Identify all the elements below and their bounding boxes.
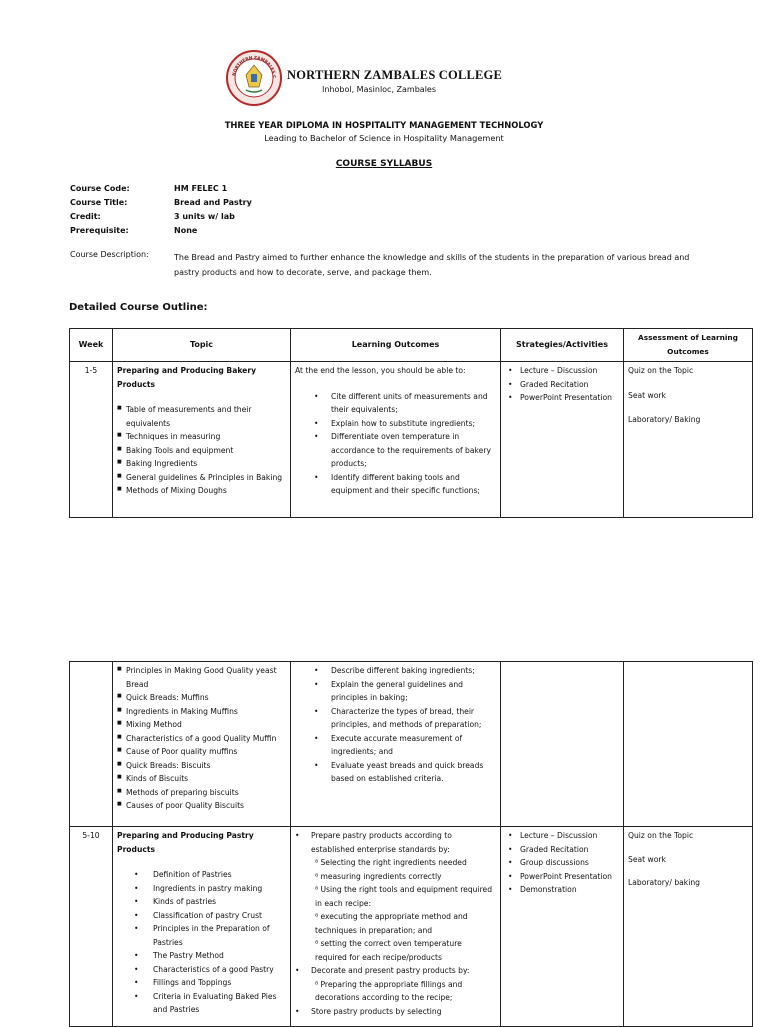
topic-cell <box>113 827 291 1027</box>
list-item: ■ Causes of poor Quality Biscuits <box>117 799 286 813</box>
list-item: ■ Quick Breads: Muffins <box>117 691 286 705</box>
table-row <box>70 662 753 827</box>
outcomes-cell <box>291 662 501 827</box>
list-item: • Cite different units of measurements and their equivalents; <box>295 390 496 417</box>
college-address: Inhobol, Masinloc, Zambales <box>322 85 437 94</box>
list-item: • Demonstration <box>505 883 619 897</box>
list-item: • Ingredients in pastry making <box>117 882 286 896</box>
course-code-value: HM FELEC 1 <box>174 184 228 193</box>
course-title-value: Bread and Pastry <box>174 198 252 207</box>
header-assessment: Assessment of Learning Outcomes <box>624 329 753 362</box>
list-item: • Fillings and Toppings <box>117 976 286 990</box>
topic-list <box>117 868 286 1017</box>
credit-value: 3 units w/ lab <box>174 212 235 221</box>
list-item: ■ Cause of Poor quality muffins <box>117 745 286 759</box>
assessment-cell <box>624 662 753 827</box>
topic-list <box>117 403 286 498</box>
course-outline-table <box>69 328 753 518</box>
outline-title: Detailed Course Outline: <box>69 302 208 313</box>
strategies-list <box>505 829 619 897</box>
strategies-list <box>505 364 619 405</box>
course-code-label: Course Code: <box>70 184 130 193</box>
assessment-item: Laboratory/ Baking <box>628 415 701 424</box>
prerequisite-value: None <box>174 226 198 235</box>
course-description-text: The Bread and Pastry aimed to further enhance the knowledge and skills of the students in the preparation of various bread and pastry products and how to decorate, serve, and package them. <box>174 253 690 277</box>
assessment-item: Seat work <box>628 390 666 400</box>
topic-list <box>117 664 286 813</box>
list-item: ■ Methods of Mixing Doughs <box>117 484 286 498</box>
list-item <box>295 829 496 964</box>
topic-title: Preparing and Producing Pastry Products <box>117 831 254 854</box>
assessment-item: Seat work <box>628 854 666 864</box>
college-seal-logo <box>226 50 282 106</box>
header-learning-outcomes: Learning Outcomes <box>291 329 501 362</box>
course-description-label: Course Description: <box>70 250 149 259</box>
program-subtitle: Leading to Bachelor of Science in Hospitality Management <box>264 133 504 143</box>
assessment-item: Laboratory/ baking <box>628 878 700 887</box>
list-item: ■ Baking Tools and equipment <box>117 444 286 458</box>
seal-text: NORTHERN ZAMBALES C <box>231 54 278 79</box>
list-item: • PowerPoint Presentation <box>505 870 619 884</box>
list-item: • Group discussions <box>505 856 619 870</box>
outcomes-list <box>295 829 496 1018</box>
list-item: • Characterize the types of bread, their principles, and methods of preparation; <box>295 705 496 732</box>
assessment-cell <box>624 362 753 518</box>
outcome-text: • Prepare pastry products according to established enterprise standards by: <box>311 831 452 854</box>
outcome-text: • Decorate and present pastry products by: <box>311 966 470 975</box>
sub-item: ⁸ executing the appropriate method and techniques in preparation; and <box>315 912 468 935</box>
sub-item: ⁸ Selecting the right ingredients needed <box>315 858 467 867</box>
table-row <box>70 362 753 518</box>
list-item: • Lecture – Discussion <box>505 364 619 378</box>
list-item: • Execute accurate measurement of ingredients; and <box>295 732 496 759</box>
outcomes-list <box>295 390 496 498</box>
assessment-cell <box>624 827 753 1027</box>
list-item: • Principles in the Preparation of Pastries <box>117 922 286 949</box>
sub-item: ⁸ setting the correct oven temperature required for each recipe/products <box>315 939 462 962</box>
list-item: • Classification of pastry Crust <box>117 909 286 923</box>
list-item: ■ Techniques in measuring <box>117 430 286 444</box>
assessment-item: Quiz on the Topic <box>628 831 694 840</box>
week-cell: 1-5 <box>70 362 113 518</box>
list-item: • Explain how to substitute ingredients; <box>295 417 496 431</box>
college-name: NORTHERN ZAMBALES COLLEGE <box>287 68 503 82</box>
list-item: ■ Mixing Method <box>117 718 286 732</box>
list-item: ■ Baking Ingredients <box>117 457 286 471</box>
list-item: ■ Kinds of Biscuits <box>117 772 286 786</box>
list-item: • Definition of Pastries <box>117 868 286 882</box>
header-topic: Topic <box>113 329 291 362</box>
week-cell <box>70 662 113 827</box>
list-item: ■ General guidelines & Principles in Baking <box>117 471 286 485</box>
list-item: ■ Characteristics of a good Quality Muffin <box>117 732 286 746</box>
list-item: • Graded Recitation <box>505 843 619 857</box>
list-item: • Criteria in Evaluating Baked Pies and Pastries <box>117 990 286 1017</box>
list-item: • The Pastry Method <box>117 949 286 963</box>
strategies-cell <box>501 362 624 518</box>
program-title: THREE YEAR DIPLOMA IN HOSPITALITY MANAGEMENT TECHNOLOGY <box>224 120 544 130</box>
list-item: • Describe different baking ingredients; <box>295 664 496 678</box>
header-strategies: Strategies/Activities <box>501 329 624 362</box>
list-item: ■ Quick Breads: Biscuits <box>117 759 286 773</box>
list-item: • Characteristics of a good Pastry <box>117 963 286 977</box>
table-row <box>70 827 753 1027</box>
syllabus-title: COURSE SYLLABUS <box>335 159 433 169</box>
list-item: • Differentiate oven temperature in accordance to the requirements of bakery products; <box>295 430 496 471</box>
week-cell: 5-10 <box>70 827 113 1027</box>
course-title-label: Course Title: <box>70 198 128 207</box>
sub-item: ⁸ Preparing the appropriate fillings and decorations according to the recipe; <box>315 979 463 1002</box>
outcomes-list <box>295 664 496 786</box>
list-item: ■ Ingredients in Making Muffins <box>117 705 286 719</box>
list-item: ■ Methods of preparing biscuits <box>117 786 286 800</box>
list-item: • Graded Recitation <box>505 378 619 392</box>
prerequisite-label: Prerequisite: <box>70 226 129 235</box>
list-item: ■ Principles in Making Good Quality yeast Bread <box>117 664 286 691</box>
list-item: ■ Table of measurements and their equivalents <box>117 403 286 430</box>
table-header-row <box>70 329 753 362</box>
list-item: • Kinds of pastries <box>117 895 286 909</box>
list-item: • PowerPoint Presentation <box>505 391 619 405</box>
topic-cell <box>113 662 291 827</box>
credit-label: Credit: <box>70 212 101 221</box>
list-item: • Lecture – Discussion <box>505 829 619 843</box>
outcomes-intro: At the end the lesson, you should be able to: <box>295 366 466 375</box>
sub-item: ⁸ measuring ingredients correctly <box>315 871 442 881</box>
topic-title: Preparing and Producing Bakery Products <box>117 366 257 389</box>
topic-cell <box>113 362 291 518</box>
outcomes-cell <box>291 827 501 1027</box>
strategies-cell <box>501 662 624 827</box>
outcomes-cell <box>291 362 501 518</box>
list-item: • Identify different baking tools and equipment and their specific functions; <box>295 471 496 498</box>
strategies-cell <box>501 827 624 1027</box>
assessment-item: Quiz on the Topic <box>628 366 694 375</box>
list-item <box>295 964 496 1005</box>
list-item: • Explain the general guidelines and principles in baking; <box>295 678 496 705</box>
header-week: Week <box>70 329 113 362</box>
list-item: • Store pastry products by selecting <box>295 1005 496 1019</box>
course-outline-table-continued <box>69 661 753 1027</box>
list-item: • Evaluate yeast breads and quick breads based on established criteria. <box>295 759 496 786</box>
sub-item: ⁸ Using the right tools and equipment required in each recipe: <box>315 885 493 908</box>
